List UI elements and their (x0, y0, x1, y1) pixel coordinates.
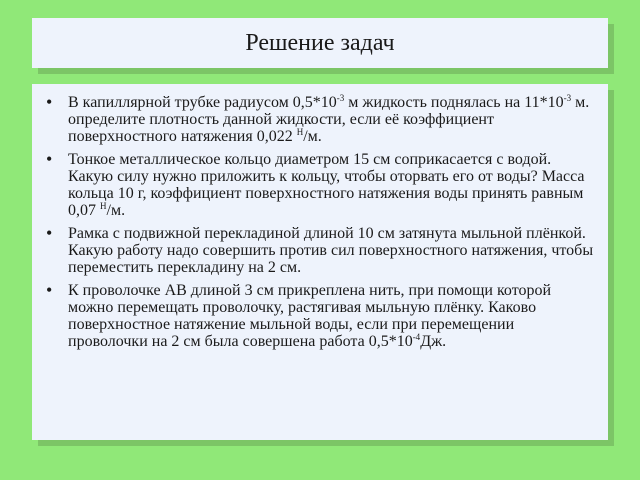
problem-text: /м. (303, 128, 322, 145)
problem-item (40, 282, 594, 350)
unit-superscript: Н (100, 201, 107, 211)
problem-text: В капиллярной трубке радиусом 0,5*10 (68, 94, 337, 111)
problem-list (32, 84, 608, 350)
problem-item (40, 225, 594, 276)
problem-item (40, 94, 594, 145)
exponent: -3 (336, 93, 345, 103)
problem-item (40, 151, 594, 219)
content-box (32, 84, 608, 440)
problem-text: Дж. (420, 333, 447, 350)
title-box (32, 18, 608, 68)
exponent: -4 (412, 332, 421, 342)
exponent: -3 (563, 93, 572, 103)
slide-title: Решение задач (245, 29, 395, 56)
problem-text: К проволочке АВ длиной 3 см прикреплена нить, при помощи которой можно перемещать проволочку, растягивая мыльную плёнку. Каково поверхностное натяжение мыльной воды, если при перемещении проволочки на 2 см была совершена работа 0,5*10 (68, 282, 552, 350)
problem-text: Тонкое металлическое кольцо диаметром 15 см соприкасается с водой. Какую силу нужно приложить к кольцу, чтобы оторвать его от воды? Масса кольца 10 г, коэффициент поверхностного натяжения воды принять равным 0,07 (68, 151, 585, 219)
problem-text: м. определите плотность данной жидкости, если её коэффициент поверхностного натяжения 0,022 (68, 94, 590, 145)
problem-text: /м. (106, 202, 126, 219)
problem-text: м жидкость поднялась на 11*10 (344, 94, 564, 111)
unit-superscript: Н (296, 127, 304, 137)
problem-text: Рамка с подвижной перекладиной длиной 10 см затянута мыльной плёнкой. Какую работу надо совершить против сил поверхностного натяжения, чтобы переместить перекладину на 2 см. (68, 225, 594, 276)
